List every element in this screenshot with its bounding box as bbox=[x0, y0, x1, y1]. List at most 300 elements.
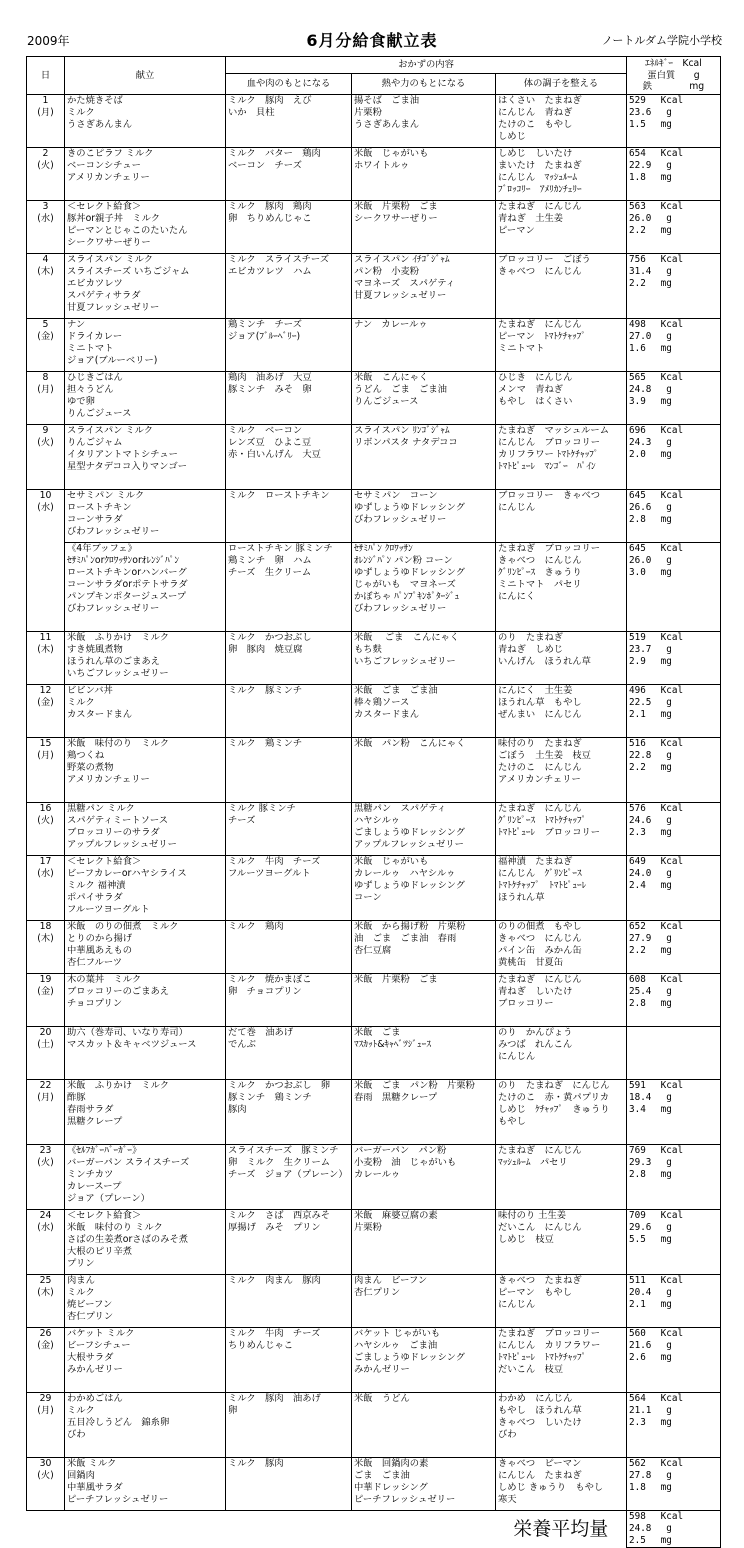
nutrient-value: 1.5 mg bbox=[629, 118, 672, 130]
menu-item: 回鍋肉 bbox=[67, 1469, 95, 1481]
menu-item: とりのから揚げ bbox=[67, 932, 133, 944]
menu-cell bbox=[65, 1458, 226, 1511]
menu-cell bbox=[65, 201, 226, 254]
ingredient-item: 豚肉 bbox=[228, 1103, 247, 1115]
menu-item: プリン bbox=[67, 1257, 95, 1269]
ingredient-item: のり たまねぎ にんじん bbox=[498, 1080, 610, 1091]
ingredient-item: きゃべつ しいたけ bbox=[498, 1416, 582, 1428]
weekday: (木) bbox=[37, 265, 54, 277]
body-cell bbox=[496, 856, 627, 921]
ingredient-item: ミルク ベーコン bbox=[228, 425, 303, 436]
menu-row bbox=[27, 1458, 721, 1511]
day-cell bbox=[27, 632, 65, 685]
menu-item: 米飯 味付のり ミルク bbox=[67, 1221, 163, 1233]
ingredient-item: スライスパン ﾘﾝｺﾞｼﾞｬﾑ bbox=[354, 425, 450, 436]
ingredient-item: チーズ bbox=[228, 814, 256, 826]
ingredient-item: 赤・白いんげん 大豆 bbox=[228, 448, 321, 460]
heat-cell bbox=[352, 856, 496, 921]
ingredient-item: ﾄﾏﾄﾋﾟｭｰﾚ ﾏﾝｺﾞｰ ﾊﾟｲﾝ bbox=[498, 460, 596, 472]
ingredient-item: ミルク かつおぶし bbox=[228, 632, 312, 643]
ingredient-item: 米飯 パン粉 こんにゃく bbox=[354, 738, 466, 749]
menu-body bbox=[27, 95, 721, 1511]
day-cell bbox=[27, 425, 65, 490]
menu-cell bbox=[65, 95, 226, 148]
body-cell bbox=[496, 1458, 627, 1511]
ingredient-item: ミルク 豚肉 油あげ bbox=[228, 1393, 321, 1404]
menu-item: りんごジャム bbox=[67, 436, 123, 448]
body-cell bbox=[496, 425, 627, 490]
body-cell bbox=[496, 1027, 627, 1080]
ingredient-item: いんげん ほうれん草 bbox=[498, 655, 591, 667]
ingredient-item: 福神漬 たまねぎ bbox=[498, 856, 573, 867]
menu-table bbox=[26, 56, 721, 1548]
nutrient-value: 516 Kcal bbox=[629, 738, 684, 749]
menu-row bbox=[27, 372, 721, 425]
weekday: (火) bbox=[37, 159, 54, 171]
ingredient-item: ブロッコリー きゃべつ bbox=[498, 490, 601, 501]
menu-item: ビビンバ丼 bbox=[67, 685, 113, 696]
menu-item: カレースープ bbox=[67, 1180, 122, 1192]
nutrient-cell bbox=[627, 1458, 721, 1511]
ingredient-item: きゃべつ にんじん bbox=[498, 932, 582, 944]
ingredient-item: かぼちゃ ﾊﾟﾝﾌﾟｷﾝﾎﾟﾀｰｼﾞｭ bbox=[354, 590, 460, 602]
menu-item: ローストチキンorハンバーグ bbox=[67, 566, 187, 578]
ingredient-item: にんじん カリフラワー bbox=[498, 1339, 601, 1351]
col-header-ingredients: おかずの内容 bbox=[226, 57, 627, 74]
nutrient-cell bbox=[627, 1145, 721, 1210]
menu-cell bbox=[65, 632, 226, 685]
day-number: 19 bbox=[39, 974, 52, 985]
body-cell bbox=[496, 148, 627, 201]
menu-row bbox=[27, 738, 721, 803]
menu-item: 米飯 ふりかけ ミルク bbox=[67, 1080, 170, 1091]
blood-cell bbox=[226, 921, 352, 974]
menu-cell bbox=[65, 425, 226, 490]
nutrient-value: 709 Kcal bbox=[629, 1210, 684, 1221]
ingredient-item: ほうれん草 bbox=[498, 891, 545, 903]
body-cell bbox=[496, 1210, 627, 1275]
nutrient-value: 24.0 g bbox=[629, 867, 672, 879]
nutrient-value: 565 Kcal bbox=[629, 372, 684, 383]
day-number: 16 bbox=[39, 803, 52, 814]
day-number: 2 bbox=[42, 148, 49, 159]
ingredient-item: チーズ 生クリーム bbox=[228, 566, 312, 578]
nutrient-value: 29.6 g bbox=[629, 1221, 672, 1233]
nutrient-value: 26.0 g bbox=[629, 554, 672, 566]
menu-cell bbox=[65, 1145, 226, 1210]
menu-item: 大根サラダ bbox=[67, 1351, 114, 1363]
ingredient-item: カレールゥ ハヤシルゥ bbox=[354, 867, 456, 879]
blood-cell bbox=[226, 201, 352, 254]
ingredient-item: 米飯 うどん bbox=[354, 1393, 410, 1404]
menu-item: ブロッコリーのサラダ bbox=[67, 826, 160, 838]
ingredient-item: 黄桃缶 甘夏缶 bbox=[498, 956, 564, 968]
weekday: (火) bbox=[37, 436, 54, 448]
ingredient-item: ﾏｽｶｯﾄ&ｷｬﾍﾞﾂｼﾞｭｰｽ bbox=[354, 1038, 431, 1050]
nutrient-value: 1.8 mg bbox=[629, 1481, 672, 1493]
ingredient-item: たまねぎ にんじん bbox=[498, 319, 582, 330]
ingredient-item: びわ bbox=[498, 1428, 517, 1440]
ingredient-item: しめじ しいたけ bbox=[498, 148, 573, 159]
nutrient-value: 2.1 mg bbox=[629, 1298, 672, 1310]
ingredient-item: ごましょうゆドレッシング bbox=[354, 1351, 466, 1363]
col-header-day: 日 bbox=[27, 57, 65, 95]
menu-item: 木の葉丼 ミルク bbox=[67, 974, 142, 985]
ingredient-item: エビカツレツ ハム bbox=[228, 265, 312, 277]
weekday: (金) bbox=[37, 330, 54, 342]
ingredient-item: 米飯 ごま bbox=[354, 1027, 401, 1038]
day-number: 12 bbox=[39, 685, 52, 696]
blood-cell bbox=[226, 95, 352, 148]
ingredient-item: ピーマン ﾄﾏﾄｹﾁｬｯﾌﾟ bbox=[498, 330, 586, 342]
heat-cell bbox=[352, 974, 496, 1027]
ingredient-item: ミルク バター 鶏肉 bbox=[228, 148, 321, 159]
ingredient-item: にんじん ﾏｯｼｭﾙｰﾑ bbox=[498, 171, 578, 183]
menu-item: フルーツヨーグルト bbox=[67, 903, 150, 915]
average-values bbox=[627, 1511, 721, 1548]
nutrient-cell bbox=[627, 974, 721, 1027]
day-cell bbox=[27, 1210, 65, 1275]
nutrient-value: 27.8 g bbox=[629, 1469, 672, 1481]
heat-cell bbox=[352, 254, 496, 319]
blood-cell bbox=[226, 1210, 352, 1275]
ingredient-item: だて巻 油あげ bbox=[228, 1027, 294, 1038]
ingredient-item: ローストチキン 豚ミンチ bbox=[228, 543, 333, 554]
nutrient-value: 2.2 mg bbox=[629, 277, 672, 289]
menu-item: ジョア(ブルーベリー) bbox=[67, 354, 158, 366]
menu-item: ピーマンとじゃこのたいたん bbox=[67, 224, 188, 236]
nutrient-value: 498 Kcal bbox=[629, 319, 684, 330]
ingredient-item: カレールゥ bbox=[354, 1168, 401, 1180]
menu-item: 黒糖クレープ bbox=[67, 1115, 123, 1127]
nutrient-cell bbox=[627, 921, 721, 974]
day-number: 22 bbox=[39, 1080, 52, 1091]
ingredient-item: にんじん たまねぎ bbox=[498, 1469, 582, 1481]
day-number: 18 bbox=[39, 921, 52, 932]
ingredient-item: ﾌﾞﾛｯｺﾘｰ ｱﾒﾘｶﾝﾁｪﾘｰ bbox=[498, 183, 582, 195]
ingredient-item: たけのこ もやし bbox=[498, 118, 573, 130]
weekday: (火) bbox=[37, 1156, 54, 1168]
ingredient-item: ミルク 豚肉 bbox=[228, 1458, 284, 1469]
nutrient-cell bbox=[627, 632, 721, 685]
average-row bbox=[27, 1511, 721, 1548]
nutrient-cell bbox=[627, 319, 721, 372]
blood-cell bbox=[226, 148, 352, 201]
weekday: (月) bbox=[37, 1404, 54, 1416]
ingredient-item: ミルク 豚ミンチ bbox=[228, 803, 296, 814]
ingredient-item: ミルク 牛肉 チーズ bbox=[228, 856, 321, 867]
menu-item: ブロッコリーのごまあえ bbox=[67, 985, 170, 997]
menu-item: ビーフカレーorハヤシライス bbox=[67, 867, 187, 879]
ingredient-item: ゆずしょうゆドレッシング bbox=[354, 566, 466, 578]
heat-cell bbox=[352, 685, 496, 738]
menu-item: かた焼きそば bbox=[67, 95, 123, 106]
average-protein: 24.8 g bbox=[629, 1522, 672, 1534]
ingredient-item: たまねぎ にんじん bbox=[498, 1145, 582, 1156]
menu-row bbox=[27, 974, 721, 1027]
ingredient-item: ゆずしょうゆドレッシング bbox=[354, 879, 466, 891]
ingredient-item: きゃべつ にんじん bbox=[498, 265, 582, 277]
ingredient-item: まいたけ たまねぎ bbox=[498, 159, 582, 171]
ingredient-item: たけのこ にんじん bbox=[498, 761, 582, 773]
ingredient-item: きゃべつ にんじん bbox=[498, 554, 582, 566]
nutrient-energy-header: ｴﾈﾙｷﾞｰ Kcal bbox=[645, 57, 702, 69]
menu-item: マスカット＆キャベツジュース bbox=[67, 1038, 197, 1050]
ingredient-item: ちりめんじゃこ bbox=[228, 1339, 294, 1351]
menu-cell bbox=[65, 1393, 226, 1458]
ingredient-item: 卵 bbox=[228, 1404, 238, 1416]
nutrient-value: 23.7 g bbox=[629, 643, 672, 655]
ingredient-item: 青ねぎ しいたけ bbox=[498, 985, 573, 997]
heat-cell bbox=[352, 803, 496, 856]
menu-item: 米飯 ふりかけ ミルク bbox=[67, 632, 170, 643]
ingredient-item: うさぎあんまん bbox=[354, 118, 420, 130]
ingredient-item: のり かんぴょう bbox=[498, 1027, 573, 1038]
nutrient-value: 24.8 g bbox=[629, 383, 672, 395]
ingredient-item: にんじん bbox=[498, 501, 536, 513]
weekday: (月) bbox=[37, 106, 54, 118]
day-cell bbox=[27, 685, 65, 738]
ingredient-item: ミルク かつおぶし 卵 bbox=[228, 1080, 331, 1091]
ingredient-item: たまねぎ ブロッコリー bbox=[498, 543, 601, 554]
nutrient-value: 519 Kcal bbox=[629, 632, 684, 643]
ingredient-item: しめじ bbox=[498, 130, 526, 142]
nutrient-value: 576 Kcal bbox=[629, 803, 684, 814]
blood-cell bbox=[226, 685, 352, 738]
weekday: (金) bbox=[37, 985, 54, 997]
nutrient-value: 529 Kcal bbox=[629, 95, 684, 106]
ingredient-item: アメリカンチェリー bbox=[498, 773, 581, 785]
menu-item: 豚丼or親子丼 ミルク bbox=[67, 212, 160, 224]
ingredient-item: ピーマン もやし bbox=[498, 1286, 573, 1298]
day-number: 30 bbox=[39, 1458, 52, 1469]
menu-item: スパゲティミートソース bbox=[67, 814, 169, 826]
ingredient-item: 豚ミンチ 鶏ミンチ bbox=[228, 1091, 312, 1103]
ingredient-item: ピーチフレッシュゼリー bbox=[354, 1493, 456, 1505]
ingredient-item: ミルク 牛肉 チーズ bbox=[228, 1328, 321, 1339]
ingredient-item: いちごフレッシュゼリー bbox=[354, 655, 456, 667]
menu-item: 焼ビーフン bbox=[67, 1298, 113, 1310]
day-cell bbox=[27, 254, 65, 319]
ingredient-item: 米飯 じゃがいも bbox=[354, 856, 429, 867]
ingredient-item: だいこん 枝豆 bbox=[498, 1363, 564, 1375]
ingredient-item: ﾄﾏﾄｹﾁｬｯﾌﾟ ﾄﾏﾄﾋﾟｭｰﾚ bbox=[498, 879, 587, 891]
ingredient-item: スライスパン ｲﾁｺﾞｼﾞｬﾑ bbox=[354, 254, 450, 265]
nutrient-value: 696 Kcal bbox=[629, 425, 684, 436]
heat-cell bbox=[352, 1458, 496, 1511]
body-cell bbox=[496, 974, 627, 1027]
ingredient-item: にんじん 青ねぎ bbox=[498, 106, 573, 118]
nutrient-value: 26.0 g bbox=[629, 212, 672, 224]
blood-cell bbox=[226, 543, 352, 632]
ingredient-item: ピーマン bbox=[498, 224, 535, 236]
ingredient-item: スライスチーズ 豚ミンチ bbox=[228, 1145, 339, 1156]
nutrient-value: 27.9 g bbox=[629, 932, 672, 944]
ingredient-item: 肉まん ビーフン bbox=[354, 1275, 428, 1286]
weekday: (水) bbox=[37, 212, 54, 224]
nutrient-value: 22.9 g bbox=[629, 159, 672, 171]
day-cell bbox=[27, 1027, 65, 1080]
ingredient-item: ぜんまい にんじん bbox=[498, 708, 582, 720]
menu-cell bbox=[65, 685, 226, 738]
ingredient-item: ハヤシルゥ bbox=[354, 814, 400, 826]
day-cell bbox=[27, 490, 65, 632]
ingredient-item: たまねぎ にんじん bbox=[498, 201, 582, 212]
menu-item: ジョア（プレーン） bbox=[67, 1192, 150, 1204]
blood-cell bbox=[226, 1080, 352, 1145]
menu-cell bbox=[65, 856, 226, 921]
ingredient-item: ミルク スライスチーズ bbox=[228, 254, 330, 265]
menu-item: 黒糖パン ミルク bbox=[67, 803, 135, 814]
day-cell bbox=[27, 1080, 65, 1145]
ingredient-item: にんじん ｸﾞﾘﾝﾋﾟｰｽ bbox=[498, 867, 582, 879]
heat-cell bbox=[352, 372, 496, 425]
blood-cell bbox=[226, 490, 352, 543]
menu-cell bbox=[65, 1275, 226, 1328]
day-cell bbox=[27, 372, 65, 425]
menu-item: 甘夏フレッシュゼリー bbox=[67, 301, 160, 313]
menu-item: シークワサーぜりー bbox=[67, 236, 151, 248]
menu-item: パンプキンポタージュスープ bbox=[67, 590, 187, 602]
day-number: 23 bbox=[39, 1145, 52, 1156]
blood-cell bbox=[226, 1275, 352, 1328]
blood-cell bbox=[226, 1027, 352, 1080]
menu-item: 鶏つくね bbox=[67, 749, 105, 761]
nutrient-value: 769 Kcal bbox=[629, 1145, 684, 1156]
menu-row bbox=[27, 685, 721, 738]
ingredient-item: ミルク 豚肉 えび bbox=[228, 95, 312, 106]
ingredient-item: にんじん bbox=[498, 1050, 536, 1062]
day-cell bbox=[27, 1393, 65, 1458]
nutrient-value: 3.9 mg bbox=[629, 395, 672, 407]
heat-cell bbox=[352, 490, 496, 543]
ingredient-item: しめじ ｹﾁｬｯﾌﾟ きゅうり bbox=[498, 1103, 610, 1115]
ingredient-item: ミルク 肉まん 豚肉 bbox=[228, 1275, 321, 1286]
menu-row bbox=[27, 1275, 721, 1328]
menu-item: 中華風あえもの bbox=[67, 944, 133, 956]
average-label: 栄養平均量 bbox=[513, 1518, 609, 1541]
day-number: 8 bbox=[42, 372, 49, 383]
menu-item: さばの生姜煮orさばのみそ煮 bbox=[67, 1233, 189, 1245]
menu-item: ミルク bbox=[67, 1286, 95, 1298]
nutrient-protein-header: 蛋白質 g bbox=[647, 69, 700, 81]
weekday: (水) bbox=[37, 501, 54, 513]
menu-cell bbox=[65, 372, 226, 425]
menu-item: ＜セレクト給食＞ bbox=[67, 201, 142, 212]
nutrient-value: 2.8 mg bbox=[629, 513, 672, 525]
nutrient-value: 21.1 g bbox=[629, 1404, 672, 1416]
menu-item: びわ bbox=[67, 1428, 86, 1440]
body-cell bbox=[496, 738, 627, 803]
menu-row bbox=[27, 543, 721, 632]
day-number: 5 bbox=[42, 319, 49, 330]
ingredient-item: 卵 ちりめんじゃこ bbox=[228, 212, 312, 224]
menu-item: スパゲティサラダ bbox=[67, 289, 141, 301]
menu-item: ベーコンシチュー bbox=[67, 159, 141, 171]
nutrient-iron-header: 鉄 mg bbox=[642, 81, 705, 93]
ingredient-item: わかめ にんじん bbox=[498, 1393, 573, 1404]
weekday: (金) bbox=[37, 696, 54, 708]
day-number: 10 bbox=[39, 490, 52, 501]
menu-cell bbox=[65, 921, 226, 974]
nutrient-cell bbox=[627, 543, 721, 632]
heat-cell bbox=[352, 1328, 496, 1393]
ingredient-item: レンズ豆 ひよこ豆 bbox=[228, 436, 312, 448]
blood-cell bbox=[226, 738, 352, 803]
ingredient-item: パン粉 小麦粉 bbox=[354, 265, 420, 277]
ingredient-item: 米飯 回鍋肉の素 bbox=[354, 1458, 429, 1469]
heat-cell bbox=[352, 201, 496, 254]
body-cell bbox=[496, 632, 627, 685]
ingredient-item: 米飯 じゃがいも bbox=[354, 148, 429, 159]
nutrient-value: 756 Kcal bbox=[629, 254, 684, 265]
ingredient-item: りんごジュース bbox=[354, 395, 419, 407]
ingredient-item: 寒天 bbox=[498, 1493, 517, 1505]
page-title: 6月分給食献立表 bbox=[306, 31, 438, 50]
ingredient-item: バケット じゃがいも bbox=[354, 1328, 441, 1339]
menu-item: 《ｾﾙﾌｶﾞｰﾊﾞｰｶﾞｰ》 bbox=[67, 1145, 142, 1156]
col-header-body-condition: 体の調子を整える bbox=[496, 74, 627, 95]
nutrient-value: 2.2 mg bbox=[629, 761, 672, 773]
nutrient-value: 31.4 g bbox=[629, 265, 672, 277]
blood-cell bbox=[226, 974, 352, 1027]
menu-item: エビカツレツ bbox=[67, 277, 123, 289]
ingredient-item: にんじん ブロッコリー bbox=[498, 436, 601, 448]
day-cell bbox=[27, 319, 65, 372]
ingredient-item: 米飯 麻婆豆腐の素 bbox=[354, 1210, 438, 1221]
ingredient-item: 米飯 片栗粉 ごま bbox=[354, 974, 438, 985]
ingredient-item: 黒糖パン スパゲティ bbox=[354, 803, 447, 814]
nutrient-value: 22.5 g bbox=[629, 696, 672, 708]
menu-cell bbox=[65, 1080, 226, 1145]
school-name: ノートルダム学院小学校 bbox=[601, 34, 722, 47]
nutrient-value: 511 Kcal bbox=[629, 1275, 684, 1286]
weekday: (火) bbox=[37, 814, 54, 826]
ingredient-item: うどん ごま ごま油 bbox=[354, 383, 447, 395]
ingredient-item: きゃべつ たまねぎ bbox=[498, 1275, 582, 1286]
ingredient-item: 杏仁豆腐 bbox=[354, 944, 392, 956]
ingredient-item: 米飯 こんにゃく bbox=[354, 372, 429, 383]
menu-item: びわフレッシュゼリー bbox=[67, 525, 160, 537]
ingredient-item: コーン bbox=[354, 891, 382, 903]
menu-item: ドライカレー bbox=[67, 330, 123, 342]
day-number: 20 bbox=[39, 1027, 52, 1038]
menu-item: バーガーパン スライスチーズ bbox=[67, 1156, 190, 1168]
ingredient-item: もやし はくさい bbox=[498, 395, 573, 407]
menu-item: ミルク 福神漬 bbox=[67, 879, 126, 891]
heat-cell bbox=[352, 1145, 496, 1210]
weekday: (木) bbox=[37, 932, 54, 944]
day-number: 29 bbox=[39, 1393, 52, 1404]
menu-item: 米飯 味付のり ミルク bbox=[67, 738, 170, 749]
nutrient-value: 563 Kcal bbox=[629, 201, 684, 212]
menu-row bbox=[27, 201, 721, 254]
day-number: 3 bbox=[42, 201, 49, 212]
nutrient-value: 562 Kcal bbox=[629, 1458, 684, 1469]
ingredient-item: 甘夏フレッシュゼリー bbox=[354, 289, 447, 301]
ingredient-item: ミニトマト パセリ bbox=[498, 578, 582, 590]
menu-row bbox=[27, 95, 721, 148]
day-number: 11 bbox=[39, 632, 52, 643]
heat-cell bbox=[352, 319, 496, 372]
menu-item: 五目冷しうどん 錦糸卵 bbox=[67, 1416, 170, 1428]
day-cell bbox=[27, 1458, 65, 1511]
menu-item: ローストチキン bbox=[67, 501, 132, 513]
ingredient-item: 青ねぎ 土生姜 bbox=[498, 212, 564, 224]
ingredient-item: カリフラワー ﾄﾏﾄｹﾁｬｯﾌﾟ bbox=[498, 448, 599, 460]
ingredient-item: ブロッコリー ごぼう bbox=[498, 254, 591, 265]
menu-item: ミンチカツ bbox=[67, 1168, 114, 1180]
